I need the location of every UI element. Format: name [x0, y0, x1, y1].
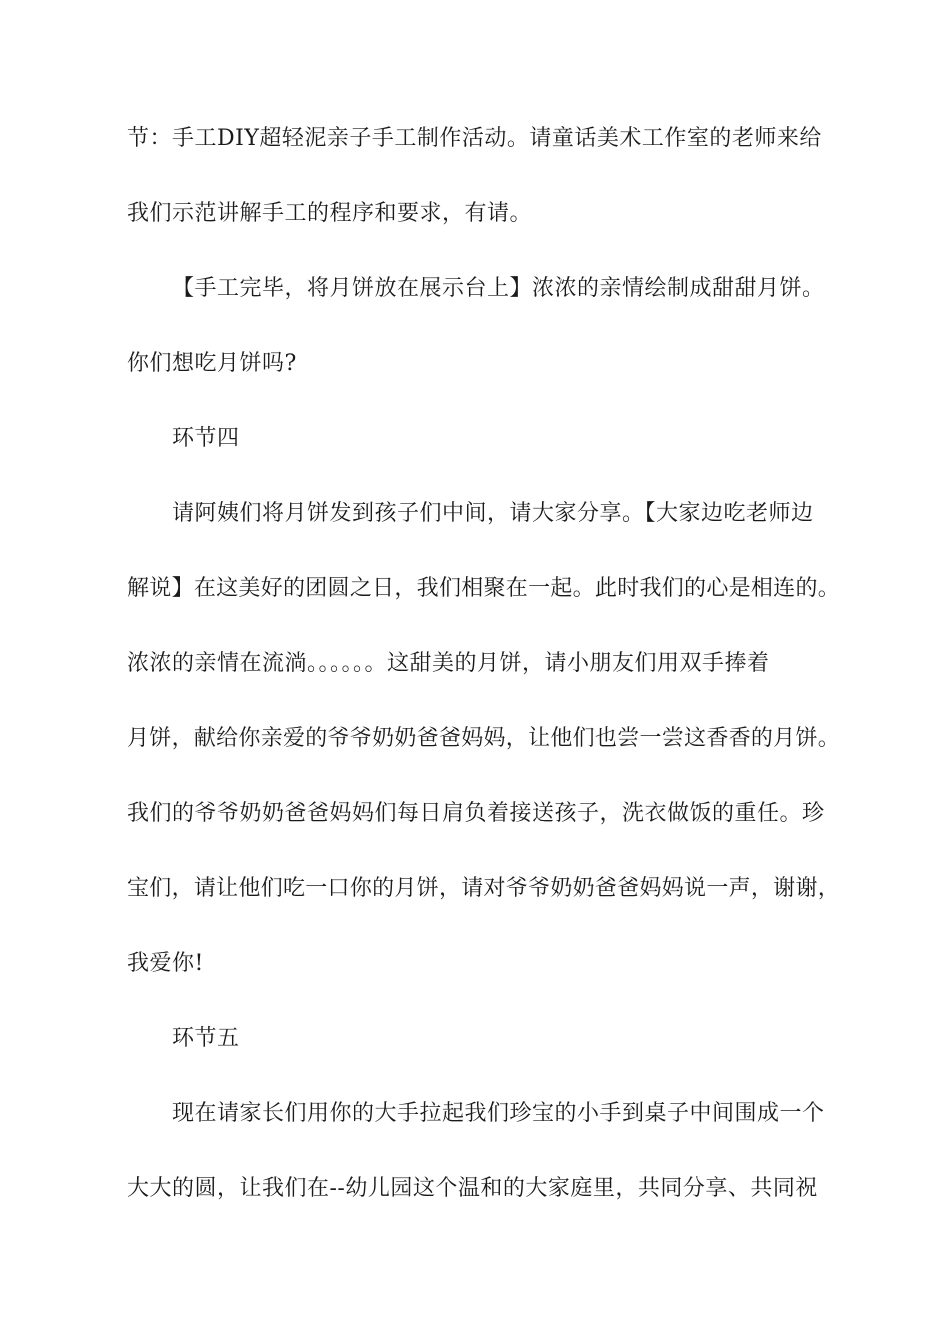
paragraph-start-line: 请阿姨们将月饼发到孩子们中间，请大家分享。【大家边吃老师边: [172, 501, 814, 526]
text-line: 节：手工DIY超轻泥亲子手工制作活动。请童话美术工作室的老师来给: [127, 126, 822, 151]
section-heading: 环节五: [172, 1026, 240, 1051]
text-line: 你们想吃月饼吗?: [127, 351, 297, 376]
section-heading: 环节四: [172, 426, 240, 451]
text-line: 我爱你!: [127, 951, 204, 976]
text-line: 大大的圆，让我们在--幼儿园这个温和的大家庭里，共同分享、共同祝: [127, 1176, 818, 1201]
text-line: 浓浓的亲情在流淌。。。。。。这甜美的月饼，请小朋友们用双手捧着: [127, 651, 770, 676]
text-line: 宝们，请让他们吃一口你的月饼，请对爷爷奶奶爸爸妈妈说一声，谢谢，: [127, 876, 841, 901]
text-line: 我们示范讲解手工的程序和要求，有请。: [127, 201, 533, 226]
text-line: 解说】在这美好的团圆之日，我们相聚在一起。此时我们的心是相连的。: [127, 576, 841, 601]
paragraph-start-line: 【手工完毕，将月饼放在展示台上】浓浓的亲情绘制成甜甜月饼。: [172, 276, 825, 301]
paragraph-start-line: 现在请家长们用你的大手拉起我们珍宝的小手到桌子中间围成一个: [172, 1101, 825, 1126]
text-line: 我们的爷爷奶奶爸爸妈妈们每日肩负着接送孩子，洗衣做饭的重任。珍: [127, 801, 825, 826]
text-line: 月饼，献给你亲爱的爷爷奶奶爸爸妈妈，让他们也尝一尝这香香的月饼。: [127, 726, 841, 751]
